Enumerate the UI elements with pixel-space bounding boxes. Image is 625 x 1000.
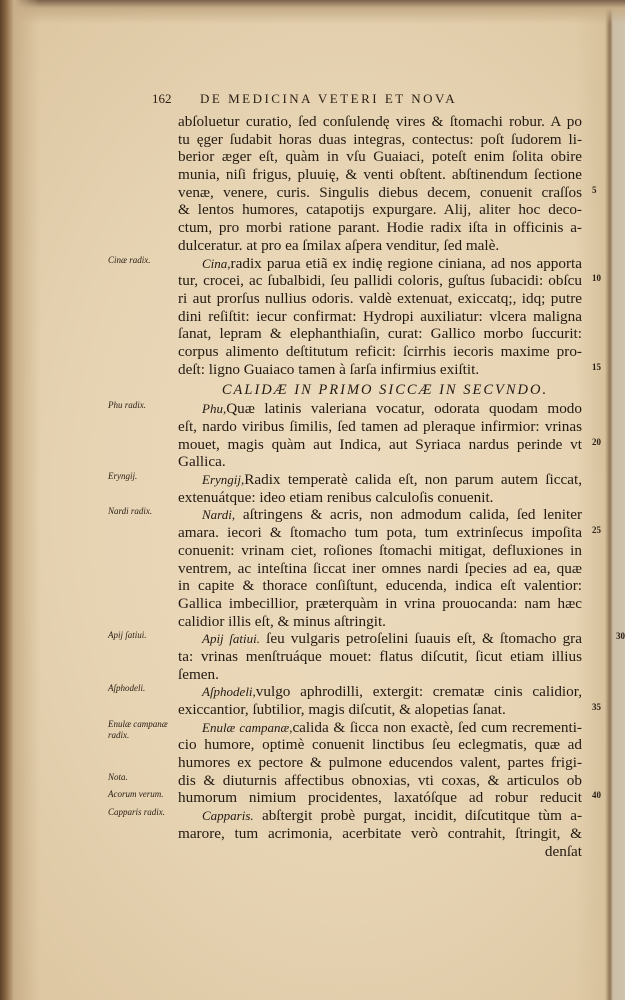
- text-line: [178, 272, 601, 290]
- text-line: [178, 701, 601, 719]
- line-text: Radix temperatè calida eſt, non parum autem ſiccat,: [244, 471, 582, 489]
- line-text: Gallica imbecillior, præterquàm in vrina prouocanda: nam hæc: [178, 594, 582, 612]
- line-text: Quæ latinis valeriana vocatur, odorata quodam modo: [226, 400, 582, 418]
- text-line: [178, 489, 582, 507]
- text-line: [178, 754, 582, 772]
- text-line: [178, 148, 582, 166]
- text-line: [178, 308, 582, 326]
- line-number: 5: [592, 184, 597, 195]
- text-line: [178, 290, 582, 308]
- entry-term: Apij ſatiui.: [202, 631, 260, 647]
- line-text: ctum, pro morbi ratione parant. Hodie radix iſta in officinis a-: [178, 219, 582, 237]
- body-text: [108, 113, 625, 860]
- line-text: vulgo aphrodilli, extergit: crematæ cinis calidior,: [255, 683, 582, 701]
- text-line: [108, 630, 625, 648]
- line-text: marore, tum acrimonia, acerbitate verò contrahit, ſtringit, &: [178, 824, 582, 842]
- marginal-note: Aſphodeli.: [108, 683, 146, 694]
- line-text: abſtergit probè purgat, incidit, diſcutitque tùm a-: [253, 807, 582, 825]
- text-line: [178, 201, 582, 219]
- marginal-note: Nota.: [108, 771, 128, 782]
- text-line: [108, 683, 582, 701]
- line-number: 25: [592, 525, 601, 536]
- text-line: [108, 807, 582, 825]
- entry-term: Nardi,: [202, 507, 236, 523]
- line-text: abſoluetur curatio, ſed conſulendę vires & ſtomachi robur. A po: [178, 113, 582, 130]
- text-line: [108, 506, 582, 524]
- line-text: cio humore, optimè conuenit linctibus ſeu eclegmatis, quæ ad: [178, 736, 582, 754]
- text-line: [178, 418, 582, 436]
- text-line: [108, 771, 582, 790]
- text-line: [178, 113, 582, 131]
- text-line: [178, 166, 582, 184]
- text-line: [178, 453, 582, 471]
- text-line: [178, 524, 601, 542]
- text-line: [178, 577, 582, 595]
- line-text: radix parua etiã ex indię regione ciniana, ad nos apporta: [230, 254, 582, 272]
- entry-term: Aſphodeli,: [202, 684, 256, 700]
- marginal-note: Eryngij.: [108, 471, 138, 482]
- entry-term: Eryngij,: [202, 472, 245, 488]
- text-line: [178, 131, 582, 149]
- line-text: exiccantior, ſubtilior, magis diſcutit, & alopetias ſanat.: [178, 701, 506, 718]
- text-line: [178, 560, 582, 578]
- line-text: berior æger eſt, quàm in vſu Guaiaci, poteſt enim ſolita obire: [178, 148, 582, 166]
- line-number: 10: [592, 273, 601, 284]
- marginal-note: Capparis radix.: [108, 807, 166, 818]
- line-number: 30: [616, 631, 625, 642]
- line-text: ſemen.: [178, 665, 219, 683]
- marginal-note: Enulæ campanæ radix.: [108, 718, 168, 740]
- line-text: venæ, venere, curis. Singulis diebus decem, conuenit craſſos: [178, 183, 582, 201]
- marginal-note: Phu radix.: [108, 400, 146, 411]
- entry-term: Enulæ campanæ,: [202, 719, 293, 735]
- line-text: denſat: [544, 842, 582, 860]
- line-text: deſt: ligno Guaiaco tamen à ſarſa infirmius exiſtit.: [178, 360, 480, 378]
- line-text: calida & ſicca non exactè, ſed cum recrementi-: [292, 718, 582, 736]
- marginal-note: Nardi radix.: [108, 506, 153, 517]
- line-text: ta: vrinas menſtruáque mouet: flatus diſcutit, ſicut etiam illius: [178, 647, 582, 665]
- line-text: dini reſiſtit: iecur confirmat: Hydropi auxiliatur: vlcera maligna: [178, 307, 582, 325]
- line-text: conuenit: vrinam ciet, roſiones ſtomachi mitigat, defluxiones in: [178, 541, 582, 559]
- line-text: aſtringens & acris, non admodum calida, ſed leniter: [235, 506, 582, 524]
- line-number: 35: [592, 702, 601, 712]
- text-line: [108, 400, 582, 418]
- line-text: ri aut prorſus nullius odoris. valdè extenuat, exiccatq;, idq; putre: [178, 289, 582, 307]
- text-line: [178, 343, 582, 361]
- line-text: mouet, magis quàm aut Indica, aut Syriaca nardus perinde vt: [178, 435, 582, 453]
- line-text: & lentos humores, catapotijs expurgare. Alij, aliter hoc deco-: [178, 201, 582, 219]
- text-line: [108, 789, 601, 807]
- line-text: humorum nimium procidentes, laxatóſque ad robur reducit: [178, 789, 582, 807]
- marginal-note: Apij ſatiui.: [108, 630, 147, 641]
- line-number: 20: [592, 436, 601, 447]
- text-line: [178, 183, 597, 202]
- text-line: [108, 471, 582, 489]
- line-number: 15: [592, 361, 601, 372]
- line-text: tur, crocei, ac ſubalbidi, ſeu pallidi coloris, guſtus ſubacidi: obſcu: [178, 272, 582, 290]
- text-line: [178, 595, 582, 613]
- line-text: ſeu vulgaris petroſelini ſuauis eſt, & ſtomacho gra: [259, 630, 582, 648]
- entry-term: Cina,: [202, 255, 231, 271]
- page-number: 162: [152, 91, 172, 106]
- text-line: [178, 648, 582, 666]
- running-title: DE MEDICINA VETERI ET NOVA: [200, 91, 458, 106]
- line-text: ſanat, lepram & elephanthiaſin, curat: Gallico morbo ſuccurit:: [178, 325, 582, 343]
- line-text: amara. iecori & ſtomacho tum pota, tum extrinſecus impoſita: [178, 524, 582, 542]
- line-text: humores ex pectore & pulmone educendos valent, partes frigi-: [178, 754, 582, 772]
- text-line: [178, 843, 582, 861]
- text-line: [178, 237, 582, 255]
- entry-term: Capparis.: [202, 808, 254, 824]
- line-text: corpus alimento deſtitutum reficit: ſcirrhis iecoris maxime pro-: [178, 342, 582, 360]
- line-text: dulceratur. at pro ea ſmilax aſpera venditur, ſed malè.: [178, 236, 500, 254]
- line-text: munia, niſi frigus, pluuię, & venti obſtent. abſtinendum ſectione: [178, 166, 582, 184]
- line-text: eſt, nardo viribus ſimilis, ſed tamen ad pleraque infirmior: vrinas: [178, 418, 582, 435]
- line-text: dis & diuturnis affectibus obnoxias, vti coxas, & articulos ob: [178, 771, 582, 789]
- marginal-note: Acorum verum.: [108, 789, 164, 800]
- text-line: [108, 718, 582, 740]
- line-text: ventrem, ac inteſtina ſiccat iner omnes nardi ſpecies ad ea, quæ: [178, 559, 582, 577]
- text-line: [178, 325, 582, 343]
- text-line: [178, 825, 582, 843]
- text-line: [108, 254, 582, 273]
- text-line: [178, 736, 582, 754]
- text-line: [178, 542, 582, 560]
- line-text: Gallica.: [178, 453, 226, 471]
- text-line: [178, 613, 582, 631]
- line-number: 40: [592, 790, 601, 801]
- text-line: [178, 219, 582, 237]
- marginal-note: Cinæ radix.: [108, 254, 151, 265]
- text-line: [178, 435, 601, 454]
- text-line: [178, 666, 582, 684]
- entry-term: Phu,: [202, 401, 227, 417]
- line-text: extenuátque: ideo etiam renibus calculoſis conuenit.: [178, 488, 494, 506]
- line-text: tu ęger ſudabit horas duas integras, contectus: poſt ſudorem li-: [178, 130, 582, 148]
- line-text: calidior illis eſt, & minus aſtringit.: [178, 612, 386, 630]
- line-text: in capite & thorace conſiſtunt, educenda, indica eſt valentior:: [178, 577, 582, 595]
- section-heading: CALIDÆ IN PRIMO SICCÆ IN SECVNDO.: [221, 382, 549, 399]
- text-line: [178, 360, 601, 379]
